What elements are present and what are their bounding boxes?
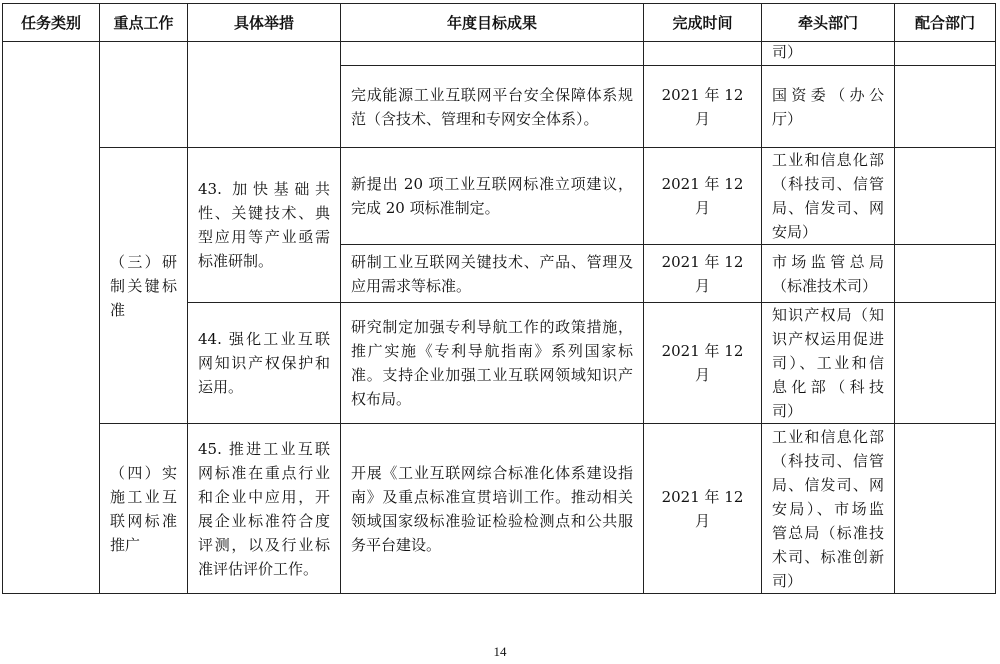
lead-cell: 知识产权局（知识产权运用促进司）、工业和信息化部（科技司） [762, 303, 895, 424]
coop-cell [895, 148, 996, 245]
lead-cell: 市场监管总局（标准技术司） [762, 245, 895, 303]
table-row [3, 424, 996, 594]
coop-cell [895, 424, 996, 594]
task-table [2, 3, 996, 594]
coop-cell [895, 245, 996, 303]
target-cell: 研究制定加强专利导航工作的政策措施，推广实施《专利导航指南》系列国家标准。支持企业加强工业互联网领域知识产权布局。 [341, 303, 644, 424]
coop-cell [895, 66, 996, 148]
header-row [3, 4, 996, 42]
target-cell: 开展《工业互联网综合标准化体系建设指南》及重点标准宣贯培训工作。推动相关领域国家级标准验证检验检测点和公共服务平台建设。 [341, 424, 644, 594]
target-cell: 研制工业互联网关键技术、产品、管理及应用需求等标准。 [341, 245, 644, 303]
key-work-cell: （三）研制关键标准 [100, 148, 188, 424]
key-work-cell [100, 42, 188, 148]
header-key-work: 重点工作 [100, 4, 188, 42]
time-cell: 2021 年 12 月 [644, 148, 762, 245]
target-cell [341, 42, 644, 66]
header-measures: 具体举措 [188, 4, 341, 42]
coop-cell [895, 42, 996, 66]
coop-cell [895, 303, 996, 424]
time-cell [644, 42, 762, 66]
header-cooperating-department: 配合部门 [895, 4, 996, 42]
task-category-cell [3, 42, 100, 594]
header-lead-department: 牵头部门 [762, 4, 895, 42]
measure-cell [188, 42, 341, 148]
header-task-category: 任务类别 [3, 4, 100, 42]
header-completion-time: 完成时间 [644, 4, 762, 42]
time-cell: 2021 年 12 月 [644, 424, 762, 594]
target-cell: 新提出 20 项工业互联网标准立项建议，完成 20 项标准制定。 [341, 148, 644, 245]
table-row [3, 148, 996, 245]
measure-cell: 44. 强化工业互联网知识产权保护和运用。 [188, 303, 341, 424]
target-cell: 完成能源工业互联网平台安全保障体系规范（含技术、管理和专网安全体系）。 [341, 66, 644, 148]
lead-cell: 司） [762, 42, 895, 66]
table-row [3, 42, 996, 66]
page-number: 14 [493, 644, 507, 659]
lead-cell: 工业和信息化部（科技司、信管局、信发司、网安局）、市场监管总局（标准技术司、标准创新司） [762, 424, 895, 594]
key-work-cell: （四）实施工业互联网标准推广 [100, 424, 188, 594]
time-cell: 2021 年 12 月 [644, 66, 762, 148]
time-cell: 2021 年 12 月 [644, 303, 762, 424]
header-annual-target: 年度目标成果 [341, 4, 644, 42]
lead-cell: 国资委（办公厅） [762, 66, 895, 148]
measure-cell: 43. 加快基础共性、关键技术、典型应用等产业亟需标准研制。 [188, 148, 341, 303]
lead-cell: 工业和信息化部（科技司、信管局、信发司、网安局） [762, 148, 895, 245]
time-cell: 2021 年 12 月 [644, 245, 762, 303]
measure-cell: 45. 推进工业互联网标准在重点行业和企业中应用，开展企业标准符合度评测，以及行业标准评估评价工作。 [188, 424, 341, 594]
